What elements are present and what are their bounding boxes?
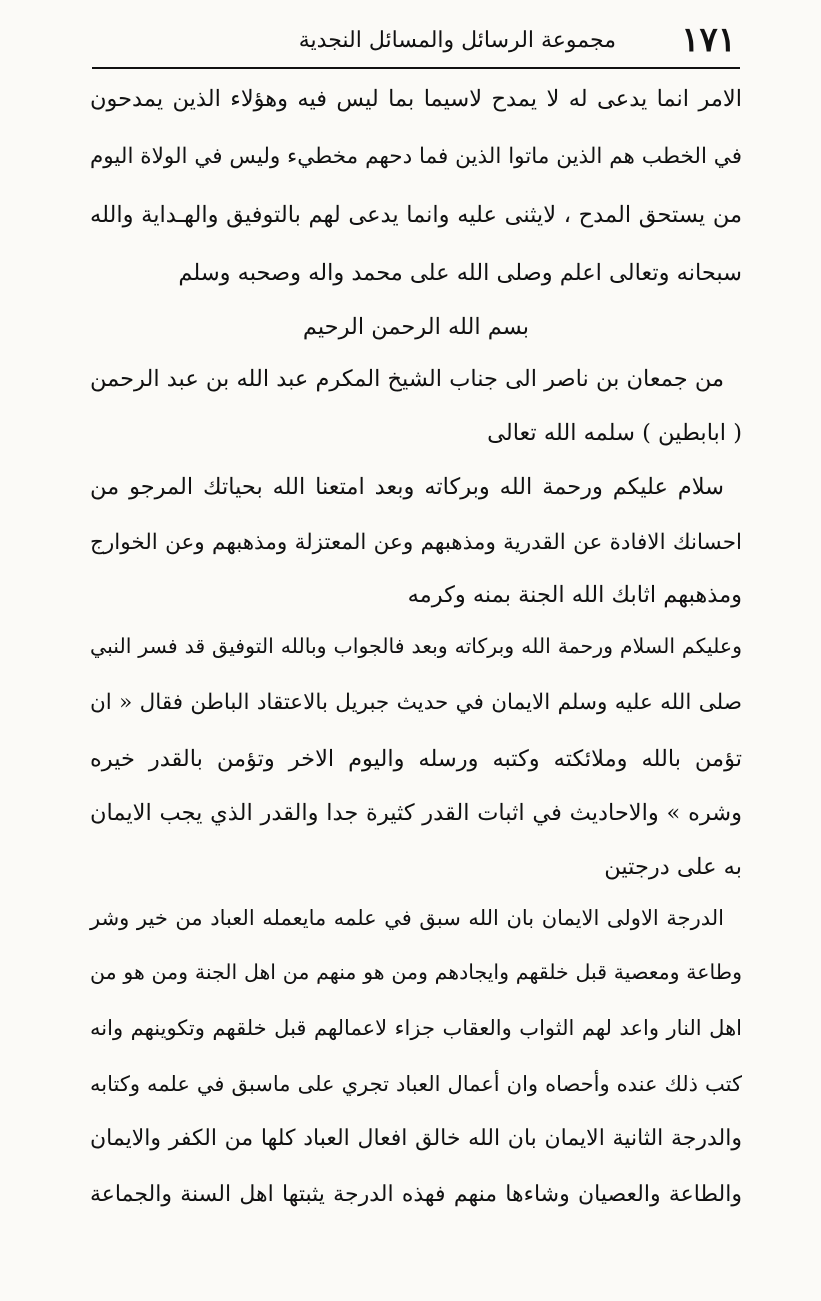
text-line: من جمعان بن ناصر الى جناب الشيخ المكرم عبد الله بن عبد الرحمن [90,366,724,392]
text-line: ومذهبهم اثابك الله الجنة بمنه وكرمه [407,582,742,608]
text-line: الدرجة الاولى الايمان بان الله سبق في علمه مايعمله العباد من خير وشر [90,906,724,930]
text-line: وشره » والاحاديث في اثبات القدر كثيرة جدا والقدر الذي يجب الايمان [90,800,742,826]
text-line: احسانك الافادة عن القدرية ومذهبهم وعن المعتزلة ومذهبهم وعن الخوارج [90,530,742,555]
text-line: اهل النار واعد لهم الثواب والعقاب جزاء لاعمالهم قبل خلقهم وتكوينهم وانه [90,1016,742,1040]
text-line: كتب ذلك عنده وأحصاه وان أعمال العباد تجري على ماسبق في علمه وكتابه [90,1072,742,1096]
text-line: الامر انما يدعى له لا يمدح لاسيما بما ليس فيه وهؤلاء الذين يمدحون [90,86,742,112]
text-line: من يستحق المدح ، لايثنى عليه وانما يدعى لهم بالتوفيق والهـداية والله [90,202,742,228]
page-number: ١٧١ [681,20,736,60]
text-line: به على درجتين [604,854,742,880]
text-line: والطاعة والعصيان وشاءها منهم فهذه الدرجة يثبتها اهل السنة والجماعة [90,1182,742,1207]
page-header [92,18,740,68]
text-line: وعليكم السلام ورحمة الله وبركاته وبعد فالجواب وبالله التوفيق قد فسر النبي [90,634,742,658]
text-line: ( ابابطين ) سلمه الله تعالى [487,420,742,446]
text-line: والدرجة الثانية الايمان بان الله خالق افعال العباد كلها من الكفر والايمان [90,1126,742,1151]
text-line: في الخطب هم الذين ماتوا الذين فما دحهم مخطيء وليس في الولاة اليوم [90,144,742,169]
text-line: صلى الله عليه وسلم الايمان في حديث جبريل بالاعتقاد الباطن فقال « ان [90,690,742,715]
text-line: سبحانه وتعالى اعلم وصلى الله على محمد واله وصحبه وسلم [178,260,742,286]
basmala: بسم الله الرحمن الرحيم [302,314,530,340]
text-line: وطاعة ومعصية قبل خلقهم وايجادهم ومن هو منهم من اهل الجنة ومن هو من [90,960,742,984]
running-head: مجموعة الرسائل والمسائل النجدية [298,28,616,53]
text-line: سلام عليكم ورحمة الله وبركاته وبعد امتعنا الله بحياتك المرجو من [90,474,724,500]
text-line: تؤمن بالله وملائكته وكتبه ورسله واليوم الاخر وتؤمن بالقدر خيره [90,746,742,772]
header-rule [92,67,740,69]
